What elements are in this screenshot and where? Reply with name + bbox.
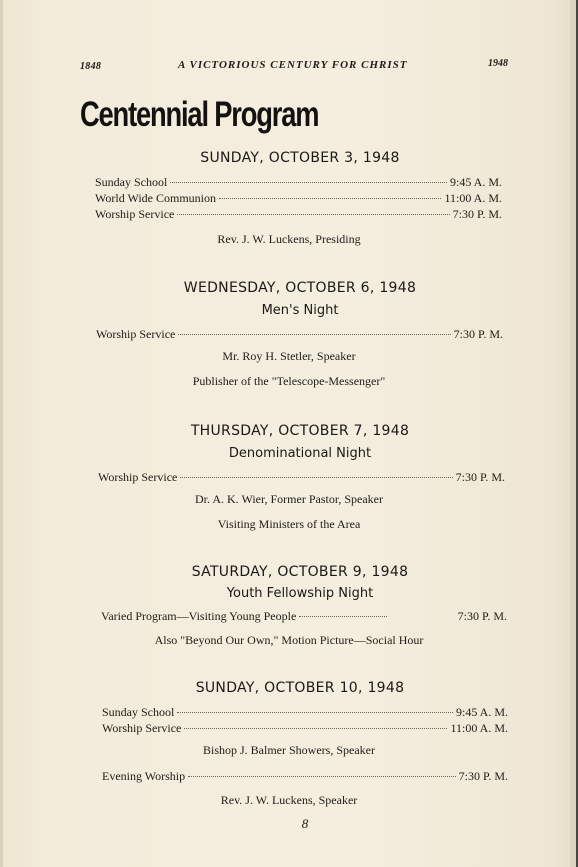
- event-label: Worship Service: [96, 327, 176, 341]
- section-2-speaker: Mr. Roy H. Stetler, Speaker: [222, 349, 356, 363]
- schedule-row: [95, 191, 502, 206]
- section-5-evening-speaker: Rev. J. W. Luckens, Speaker: [220, 793, 358, 807]
- schedule-row: [95, 207, 502, 222]
- section-4-note: Also "Beyond Our Own," Motion Picture—Social Hour: [154, 633, 424, 647]
- schedule-row: [95, 175, 502, 190]
- event-time: 7:30 P. M.: [452, 207, 502, 221]
- dot-leader: [184, 728, 447, 729]
- dot-leader: [219, 198, 441, 199]
- page-number: 8: [301, 816, 309, 831]
- event-time: 9:45 A. M.: [449, 175, 502, 189]
- dot-leader: [178, 334, 450, 335]
- event-label: Worship Service: [102, 721, 182, 735]
- event-label: Worship Service: [98, 470, 178, 484]
- event-time: 7:30 P. M.: [458, 769, 508, 783]
- event-time: 9:45 A. M.: [455, 705, 508, 719]
- header-right-year: 1948: [488, 58, 508, 69]
- event-label: Worship Service: [95, 207, 175, 221]
- section-3-speaker: Dr. A. K. Wier, Former Pastor, Speaker: [195, 492, 383, 506]
- header-left-year: 1848: [80, 61, 102, 72]
- event-time: 7:30 P. M.: [453, 327, 503, 341]
- section-2-speaker-title: Publisher of the "Telescope-Messenger": [192, 374, 386, 388]
- section-1-presider: Rev. J. W. Luckens, Presiding: [217, 232, 361, 246]
- dot-leader: [170, 182, 447, 183]
- section-3-subtitle: Denominational Night: [228, 446, 372, 461]
- event-time: 11:00 A. M.: [450, 721, 508, 735]
- schedule-row: [101, 609, 507, 624]
- schedule-row: [96, 327, 503, 342]
- page-title: Centennial Program: [80, 95, 319, 134]
- event-label: Evening Worship: [102, 769, 186, 783]
- schedule-row: [102, 769, 508, 784]
- event-label: Sunday School: [102, 705, 175, 719]
- dot-leader: [188, 776, 456, 777]
- dot-leader: [177, 712, 453, 713]
- schedule-row: [102, 705, 508, 720]
- section-5-speaker: Bishop J. Balmer Showers, Speaker: [203, 743, 375, 757]
- section-4-subtitle: Youth Fellowship Night: [226, 586, 374, 601]
- header-title: A VICTORIOUS CENTURY FOR CHRIST: [178, 59, 408, 71]
- schedule-row: [102, 721, 508, 736]
- event-label: Varied Program—Visiting Young People: [101, 609, 297, 623]
- section-1-day: SUNDAY, OCTOBER 3, 1948: [200, 150, 400, 166]
- dot-leader: [299, 616, 387, 617]
- section-5-day: SUNDAY, OCTOBER 10, 1948: [195, 680, 405, 696]
- section-2-day: WEDNESDAY, OCTOBER 6, 1948: [183, 280, 417, 296]
- event-label: World Wide Communion: [95, 191, 216, 205]
- section-3-day: THURSDAY, OCTOBER 7, 1948: [190, 423, 410, 439]
- event-time: 11:00 A. M.: [444, 191, 502, 205]
- event-time: 7:30 P. M.: [455, 470, 505, 484]
- running-header: [0, 58, 578, 78]
- section-2-subtitle: Men's Night: [261, 303, 339, 318]
- dot-leader: [177, 214, 449, 215]
- event-time: 7:30 P. M.: [457, 609, 507, 623]
- dot-leader: [180, 477, 452, 478]
- schedule-row: [98, 470, 505, 485]
- event-label: Sunday School: [95, 175, 168, 189]
- section-4-day: SATURDAY, OCTOBER 9, 1948: [191, 564, 409, 580]
- section-3-note: Visiting Ministers of the Area: [217, 517, 361, 531]
